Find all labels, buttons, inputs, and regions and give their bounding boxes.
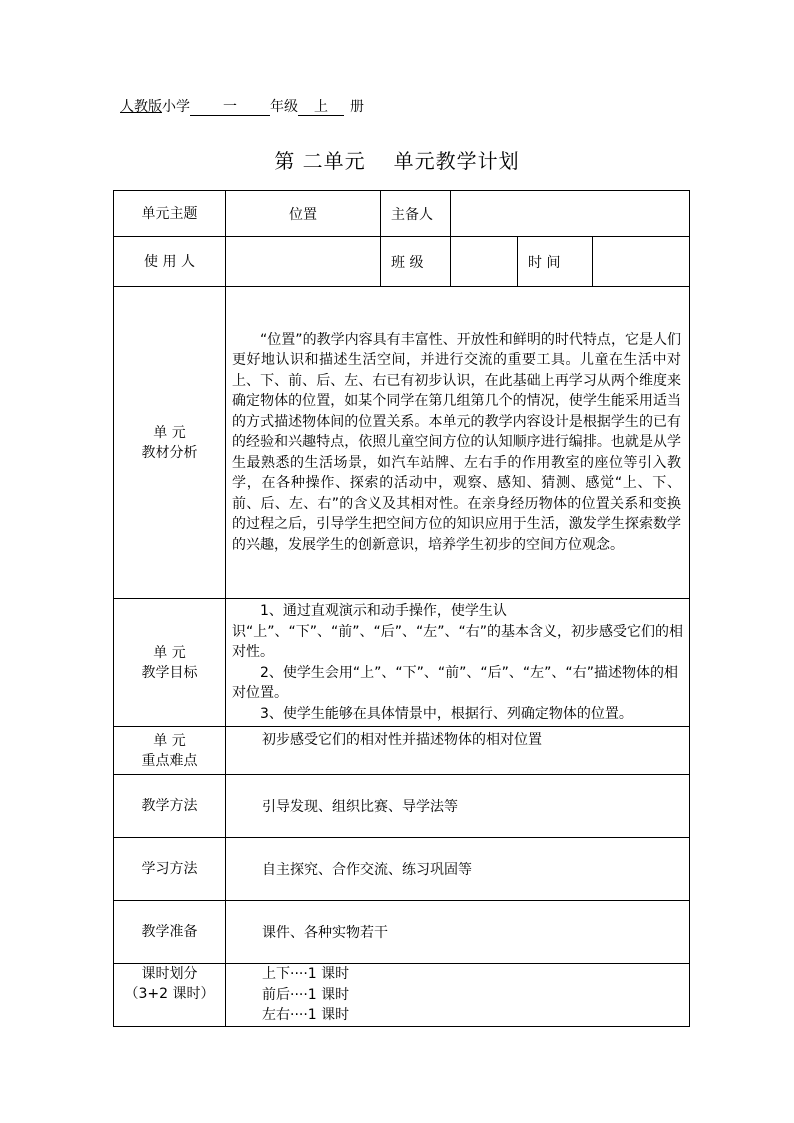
row-lesson-hours — [114, 964, 690, 1027]
volume-value: 上 — [298, 99, 344, 116]
analysis-text: “位置”的教学内容具有丰富性、开放性和鲜明的时代特点，它是人们更好地认识和描述生活空间，并进行交流的重要工具。儿童在生活中对上、下、前、后、左、右已有初步认识，在此基础上再学习从两个维度来确定物体的位置，如某个同学在第几组第几个的情况，使学生能采用适当的方式描述物体间的位置关系。本单元的教学内容设计是根据学生的已有的经验和兴趣特点，依照儿童空间方位的认知顺序进行编排。也就是从学生最熟悉的生活场景，如汽车站牌、左右手的作用教室的座位等引入教学，在各种操作、探索的活动中，观察、感知、猜测、感觉“上、下、前、后、左、右”的含义及其相对性。在亲身经历物体的位置关系和变换的过程之后，引导学生把空间方位的知识应用于生活，激发学生探索数学的兴趣，发展学生的创新意识，培养学生初步的空间方位观念。 — [226, 287, 690, 599]
grade-label: 年级 — [270, 99, 298, 115]
goal-item: 3、使学生能够在具体情景中，根据行、列确定物体的位置。 — [260, 705, 633, 722]
preparer-label: 主备人 — [381, 191, 451, 237]
lesson-hour-item: 前后····1 课时 — [262, 986, 350, 1003]
row-analysis — [114, 287, 690, 599]
preparation-text: 课件、各种实物若干 — [226, 901, 690, 964]
user-value — [226, 237, 381, 287]
row-theme — [114, 191, 690, 237]
publisher: 人教版 — [120, 99, 162, 115]
goal-item: 1、通过直观演示和动手操作，使学生认识“上”、“下”、“前”、“后”、“左”、“右”的基本含义，初步感受它们的相对性。 — [232, 603, 684, 660]
time-value — [593, 237, 690, 287]
teaching-method-text: 引导发现、组织比赛、导学法等 — [226, 775, 690, 838]
row-user — [114, 237, 690, 287]
row-goals — [114, 599, 690, 727]
volume-label: 册 — [350, 99, 364, 115]
class-value — [451, 237, 518, 287]
keypoints-text: 初步感受它们的相对性并描述物体的相对位置 — [226, 727, 690, 775]
keypoints-label-line1: 单 元 — [153, 732, 186, 749]
user-label: 使 用 人 — [114, 237, 226, 287]
time-label: 时 间 — [518, 237, 593, 287]
study-method-text: 自主探究、合作交流、练习巩固等 — [226, 838, 690, 901]
school-level: 小学 — [162, 99, 190, 115]
goals-list — [226, 599, 690, 727]
goal-item: 2、使学生会用“上”、“下”、“前”、“后”、“左”、“右”描述物体的相对位置。 — [232, 664, 678, 701]
preparation-label: 教学准备 — [114, 901, 226, 964]
analysis-label — [114, 287, 226, 599]
keypoints-label — [114, 727, 226, 775]
class-label: 班 级 — [381, 237, 451, 287]
row-teaching-method — [114, 775, 690, 838]
title-plan: 单元教学计划 — [393, 149, 520, 173]
lesson-hour-item: 左右····1 课时 — [262, 1007, 350, 1023]
lesson-hour-item: 上下····1 课时 — [262, 966, 350, 982]
goals-label — [114, 599, 226, 727]
preparer-value — [451, 191, 690, 237]
keypoints-label-line2: 重点难点 — [141, 752, 198, 769]
row-keypoints — [114, 727, 690, 775]
grade-value: 一 — [190, 99, 270, 116]
analysis-label-line2: 教材分析 — [141, 444, 198, 461]
lesson-hours-label — [114, 964, 226, 1027]
theme-value: 位置 — [226, 191, 381, 237]
row-study-method — [114, 838, 690, 901]
page-title — [0, 145, 794, 174]
study-method-label: 学习方法 — [114, 838, 226, 901]
teaching-method-label: 教学方法 — [114, 775, 226, 838]
goals-label-line1: 单 元 — [153, 644, 186, 661]
lesson-hours-list — [226, 964, 690, 1027]
header-line — [120, 96, 364, 116]
goals-label-line2: 教学目标 — [141, 664, 198, 681]
lesson-hours-label-line1: 课时划分 — [141, 966, 198, 982]
unit-plan-table — [113, 190, 690, 1027]
theme-label: 单元主题 — [114, 191, 226, 237]
lesson-hours-label-line2: （3+2 课时） — [124, 986, 215, 1002]
analysis-label-line1: 单 元 — [153, 424, 186, 441]
title-unit: 第 二单元 — [274, 149, 366, 173]
row-preparation — [114, 901, 690, 964]
